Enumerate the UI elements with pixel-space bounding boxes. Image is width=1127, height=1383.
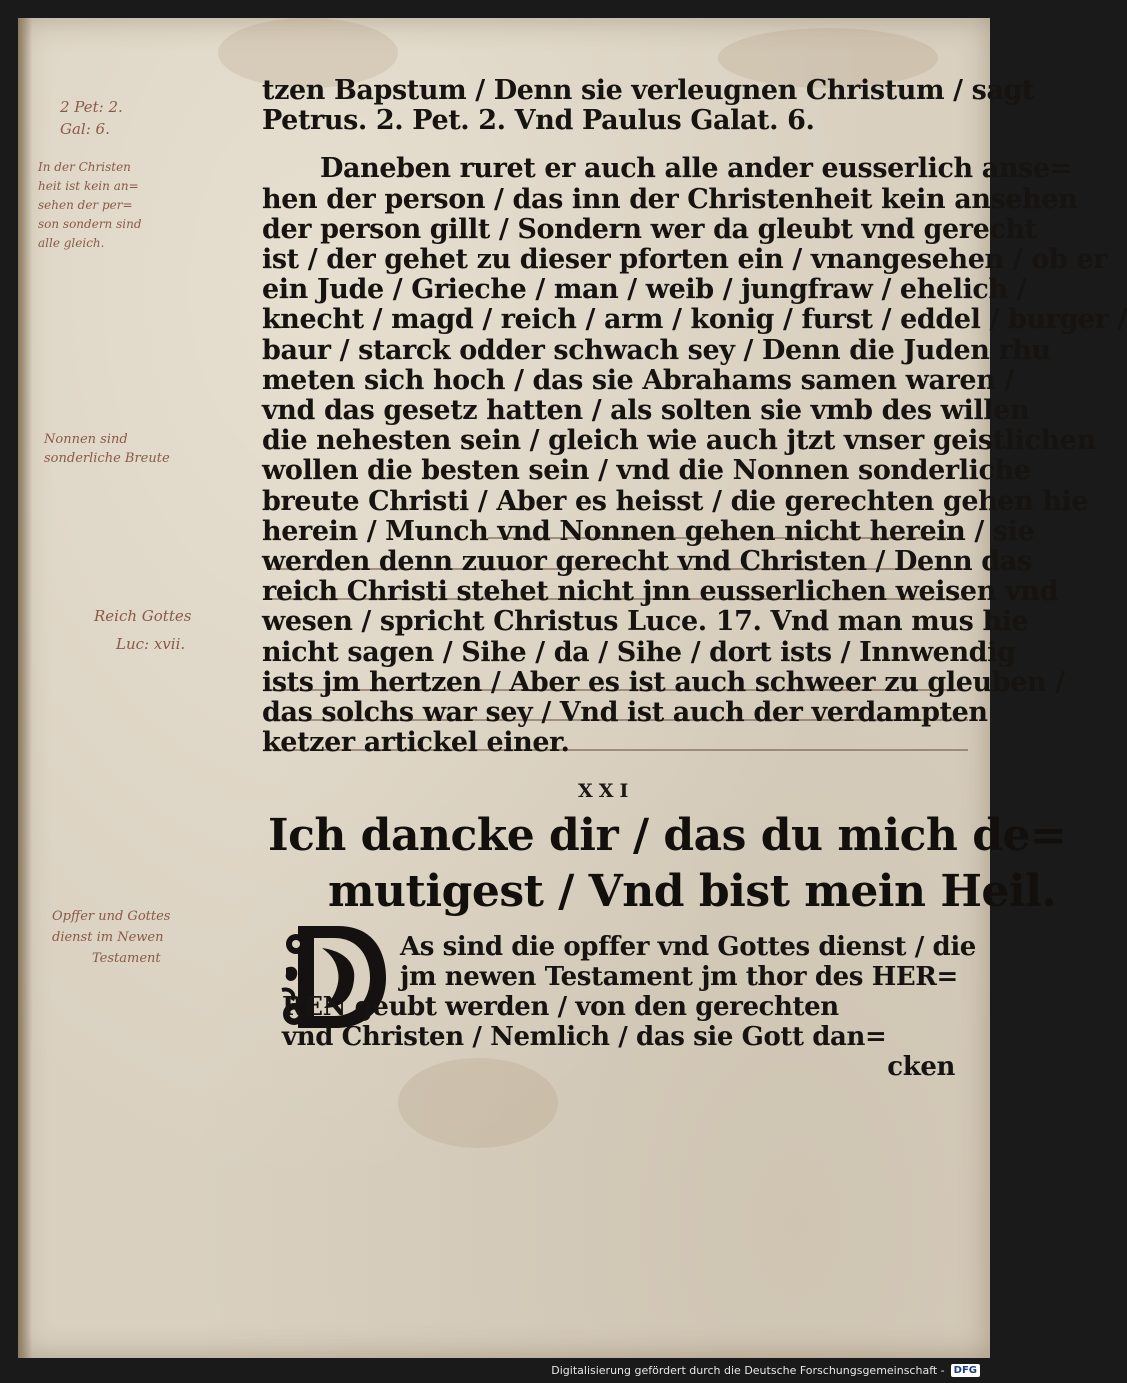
- text-line: das solchs war sey / Vnd ist auch der verdampten: [262, 697, 988, 729]
- margin-note-line: Luc: xvii.: [116, 635, 186, 653]
- text-line: vnd das gesetz hatten / als solten sie vmb des willen: [262, 395, 1030, 427]
- section-number: XXI: [578, 780, 635, 802]
- text-line: baur / starck odder schwach sey / Denn die Juden rhu: [262, 334, 1051, 366]
- margin-note-line: son sondern sind: [38, 217, 142, 231]
- margin-note-line: heit ist kein an=: [38, 179, 139, 193]
- heading-line: Ich dancke dir / das du mich de=: [268, 810, 1067, 861]
- margin-note-2: [38, 158, 142, 253]
- text-line: jm newen Testament jm thor des HER=: [400, 962, 958, 992]
- page-binding-shadow: [18, 18, 32, 1358]
- text-line: die nehesten sein / gleich wie auch jtzt vnser geistlichen: [262, 425, 1096, 457]
- margin-note-1: [60, 96, 123, 140]
- text-line: herein / Munch vnd Nonnen gehen nicht herein / sie: [262, 515, 1035, 547]
- text-line: reich Christi stehet nicht jnn eusserlichen weisen vnd: [262, 576, 1058, 608]
- margin-note-line: Reich Gottes: [94, 607, 192, 625]
- margin-note-line: Opffer und Gottes: [52, 909, 171, 924]
- margin-note-3: [44, 430, 170, 468]
- text-line: vnd Christen / Nemlich / das sie Gott dan=: [282, 1022, 887, 1052]
- text-line: ein Jude / Grieche / man / weib / jungfraw / ehelich /: [262, 274, 1027, 306]
- text-line: wesen / spricht Christus Luce. 17. Vnd man mus hie: [262, 606, 1029, 638]
- text-line: knecht / magd / reich / arm / konig / furst / eddel / burger /: [262, 304, 1127, 336]
- footer-text: Digitalisierung gefördert durch die Deutsche Forschungsgemeinschaft -: [551, 1364, 945, 1377]
- text-line: ists jm hertzen / Aber es ist auch schweer zu gleuben /: [262, 666, 1065, 698]
- text-line: meten sich hoch / das sie Abrahams samen waren /: [262, 364, 1014, 396]
- main-text-block: [262, 75, 1127, 759]
- margin-note-line: Testament: [92, 951, 161, 966]
- text-line: nicht sagen / Sihe / da / Sihe / dort ists / Innwendig: [262, 636, 1016, 668]
- paragraph-gap: [262, 136, 952, 154]
- digitization-footer: [551, 1364, 980, 1377]
- catchword: cken: [887, 1052, 955, 1082]
- text-line: REN geubt werden / von den gerechten: [282, 992, 839, 1022]
- text-line: tzen Bapstum / Denn sie verleugnen Christum / sagt: [262, 75, 1035, 106]
- section-heading: [268, 808, 1067, 920]
- text-line: der person gillt / Sondern wer da gleubt vnd gerecht: [262, 213, 1037, 245]
- text-line: werden denn zuuor gerecht vnd Christen / Denn das: [262, 546, 1032, 578]
- text-line: Petrus. 2. Pet. 2. Vnd Paulus Galat. 6.: [262, 105, 815, 137]
- text-line: ist / der gehet zu dieser pforten ein / vnangesehen / ob er: [262, 244, 1107, 276]
- margin-note-line: In der Christen: [38, 160, 131, 174]
- margin-note-line: Gal: 6.: [60, 120, 110, 138]
- text-line: Daneben ruret er auch alle ander eusserlich anse=: [320, 153, 1072, 185]
- margin-note-line: 2 Pet: 2.: [60, 98, 123, 116]
- heading-line: mutigest / Vnd bist mein Heil.: [328, 866, 1057, 917]
- text-line: hen der person / das inn der Christenheit kein ansehen: [262, 183, 1078, 215]
- text-line: As sind die opffer vnd Gottes dienst / die: [400, 932, 976, 962]
- margin-note-line: alle gleich.: [38, 236, 105, 250]
- book-page: [18, 18, 1127, 1358]
- margin-note-line: dienst im Newen: [52, 930, 164, 945]
- text-line: breute Christi / Aber es heisst / die gerechten gehen hie: [262, 485, 1089, 517]
- section-body: [282, 932, 976, 1082]
- margin-note-line: Nonnen sind: [44, 432, 128, 447]
- text-line: wollen die besten sein / vnd die Nonnen sonderliche: [262, 455, 1031, 487]
- margin-note-line: sonderliche Breute: [44, 451, 170, 466]
- margin-note-5: [52, 906, 170, 969]
- margin-note-4: [94, 602, 191, 658]
- margin-note-line: sehen der per=: [38, 198, 133, 212]
- dfg-logo: DFG: [951, 1364, 980, 1377]
- text-line: ketzer artickel einer.: [262, 727, 570, 759]
